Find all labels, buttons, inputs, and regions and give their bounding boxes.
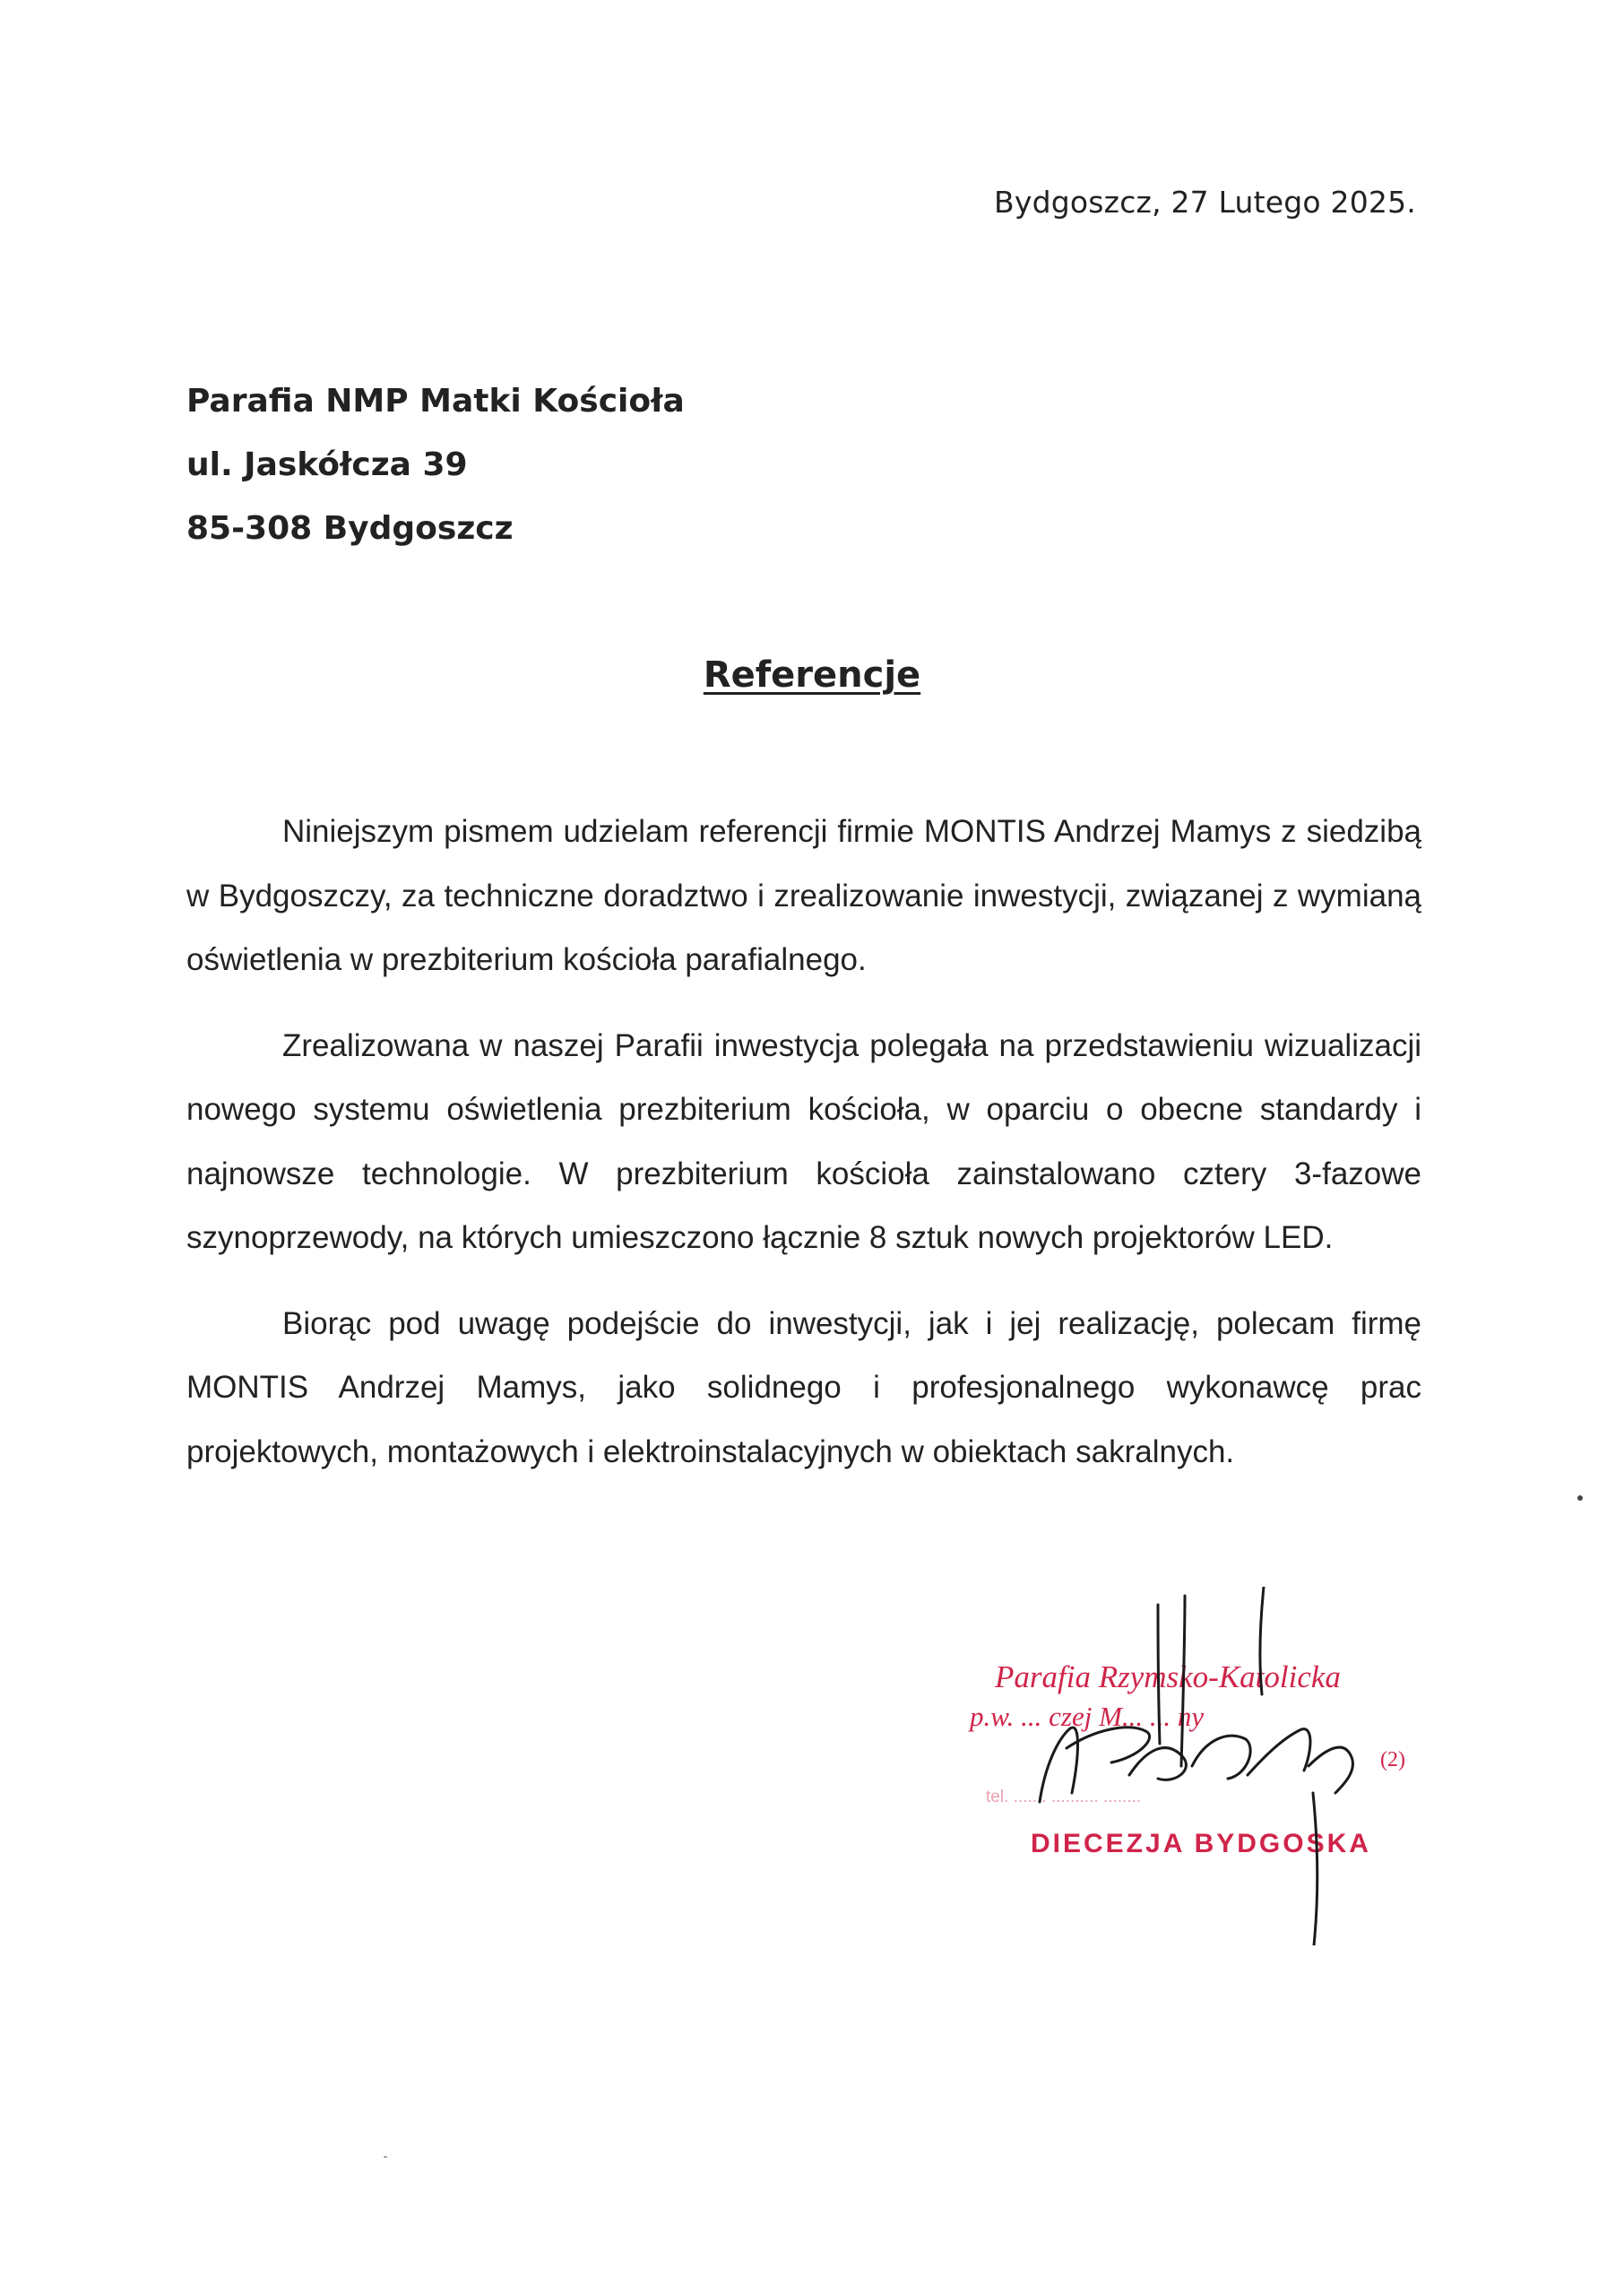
- stamp-line-3: (2): [1380, 1748, 1405, 1771]
- stamp-line-1: Parafia Rzymsko-Katolicka: [995, 1659, 1341, 1694]
- stamp-line-2: p.w. ... czej M... ... ny: [970, 1701, 1205, 1732]
- stamp-phone-faded: tel. ....... .......... ........: [986, 1788, 1142, 1806]
- paragraph-3: Biorąc pod uwagę podejście do inwestycji, jak i jej realizację, polecam firmę MONTIS Andrzej Mamys, jako solidnego i profesjonalnego wykonawcę prac projektowych, montażowych i elektroinstalacyjnych w obiektach sakralnych.: [186, 1305, 1421, 1469]
- scan-speck: [1577, 1495, 1583, 1501]
- parish-stamp: [959, 1587, 1443, 1945]
- paragraph-2: Zrealizowana w naszej Parafii inwestycja polegała na przedstawieniu wizualizacji nowego systemu oświetlenia prezbiterium kościoła, w oparciu o obecne standardy i najnowsze technologie. W prezbiterium kościoła zainstalowano cztery 3-fazowe szynoprzewody, na których umieszczono łącznie 8 sztuk nowych projektorów LED.: [186, 1027, 1421, 1255]
- recipient-city: 85-308 Bydgoszcz: [186, 510, 514, 547]
- scan-speck: [384, 2156, 387, 2158]
- date-line: Bydgoszcz, 27 Lutego 2025.: [994, 185, 1416, 220]
- paragraph-1: Niniejszym pismem udzielam referencji firmie MONTIS Andrzej Mamys z siedzibą w Bydgoszczy, za techniczne doradztwo i zrealizowanie inwestycji, związanej z wymianą oświetlenia w prezbiterium kościoła parafialnego.: [186, 814, 1421, 977]
- stamp-and-signature-graphic: [959, 1587, 1443, 1945]
- recipient-name: Parafia NMP Matki Kościoła: [186, 383, 685, 420]
- recipient-address: [186, 369, 685, 560]
- stamp-city: DIECEZJA BYDGOSKA: [1031, 1829, 1371, 1858]
- recipient-street: ul. Jaskółcza 39: [186, 446, 468, 483]
- handwritten-signature: [1040, 1587, 1352, 1945]
- document-title: Referencje: [703, 654, 921, 696]
- letter-body: [186, 800, 1421, 1505]
